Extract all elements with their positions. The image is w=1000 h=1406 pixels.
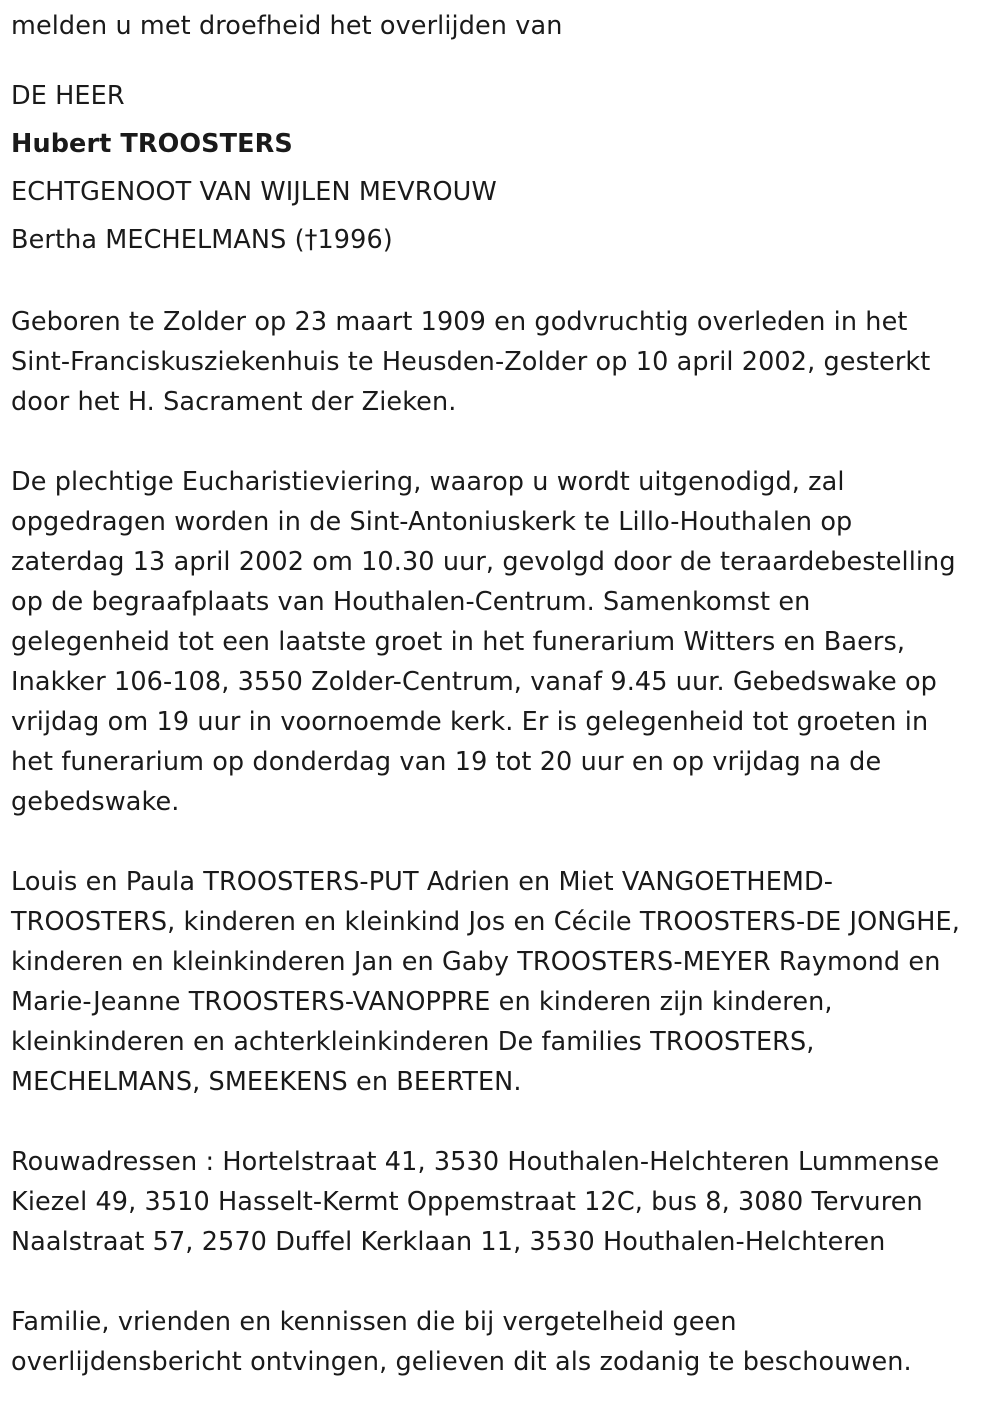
birth-death-paragraph <box>11 302 989 422</box>
ceremony-line: Inakker 106-108, 3550 Zolder-Centrum, vanaf 9.45 uur. Gebedswake op <box>11 667 937 697</box>
closing-line: overlijdensbericht ontvingen, gelieven dit als zodanig te beschouwen. <box>11 1347 912 1377</box>
family-line: kinderen en kleinkinderen Jan en Gaby TROOSTERS-MEYER Raymond en <box>11 947 941 977</box>
ceremony-line: De plechtige Eucharistieviering, waarop u wordt uitgenodigd, zal <box>11 467 845 497</box>
family-line: TROOSTERS, kinderen en kleinkind Jos en Cécile TROOSTERS-DE JONGHE, <box>11 907 960 937</box>
family-paragraph <box>11 862 989 1102</box>
spouse-name: Bertha MECHELMANS (†1996) <box>11 225 393 255</box>
family-line: kleinkinderen en achterkleinkinderen De families TROOSTERS, <box>11 1027 815 1057</box>
spouse-label: ECHTGENOOT VAN WIJLEN MEVROUW <box>11 177 497 207</box>
ceremony-paragraph <box>11 462 989 822</box>
family-line: Louis en Paula TROOSTERS-PUT Adrien en Miet VANGOETHEMD- <box>11 867 834 897</box>
addresses-paragraph <box>11 1142 989 1262</box>
ceremony-line: op de begraafplaats van Houthalen-Centrum. Samenkomst en <box>11 587 811 617</box>
address-line: Kiezel 49, 3510 Hasselt-Kermt Oppemstraat 12C, bus 8, 3080 Tervuren <box>11 1187 923 1217</box>
address-line: Rouwadressen : Hortelstraat 41, 3530 Houthalen-Helchteren Lummense <box>11 1147 940 1177</box>
title-prefix: DE HEER <box>11 81 125 111</box>
ceremony-line: opgedragen worden in de Sint-Antoniuskerk te Lillo-Houthalen op <box>11 507 853 537</box>
birth-death-line: door het H. Sacrament der Zieken. <box>11 387 457 417</box>
ceremony-line: zaterdag 13 april 2002 om 10.30 uur, gevolgd door de teraardebestelling <box>11 547 956 577</box>
closing-paragraph <box>11 1302 989 1382</box>
ceremony-line: gebedswake. <box>11 787 180 817</box>
ceremony-line: vrijdag om 19 uur in voornoemde kerk. Er is gelegenheid tot groeten in <box>11 707 929 737</box>
birth-death-line: Sint-Franciskusziekenhuis te Heusden-Zolder op 10 april 2002, gesterkt <box>11 347 931 377</box>
intro-text: melden u met droefheid het overlijden van <box>11 11 563 41</box>
ceremony-line: het funerarium op donderdag van 19 tot 20 uur en op vrijdag na de <box>11 747 882 777</box>
family-line: MECHELMANS, SMEEKENS en BEERTEN. <box>11 1067 522 1097</box>
address-line: Naalstraat 57, 2570 Duffel Kerklaan 11, 3530 Houthalen-Helchteren <box>11 1227 886 1257</box>
closing-line: Familie, vrienden en kennissen die bij vergetelheid geen <box>11 1307 737 1337</box>
ceremony-line: gelegenheid tot een laatste groet in het funerarium Witters en Baers, <box>11 627 906 657</box>
birth-death-line: Geboren te Zolder op 23 maart 1909 en godvruchtig overleden in het <box>11 307 908 337</box>
deceased-header <box>11 72 989 264</box>
obituary-document <box>11 6 989 1382</box>
deceased-name: Hubert TROOSTERS <box>11 129 293 159</box>
family-line: Marie-Jeanne TROOSTERS-VANOPPRE en kinderen zijn kinderen, <box>11 987 833 1017</box>
